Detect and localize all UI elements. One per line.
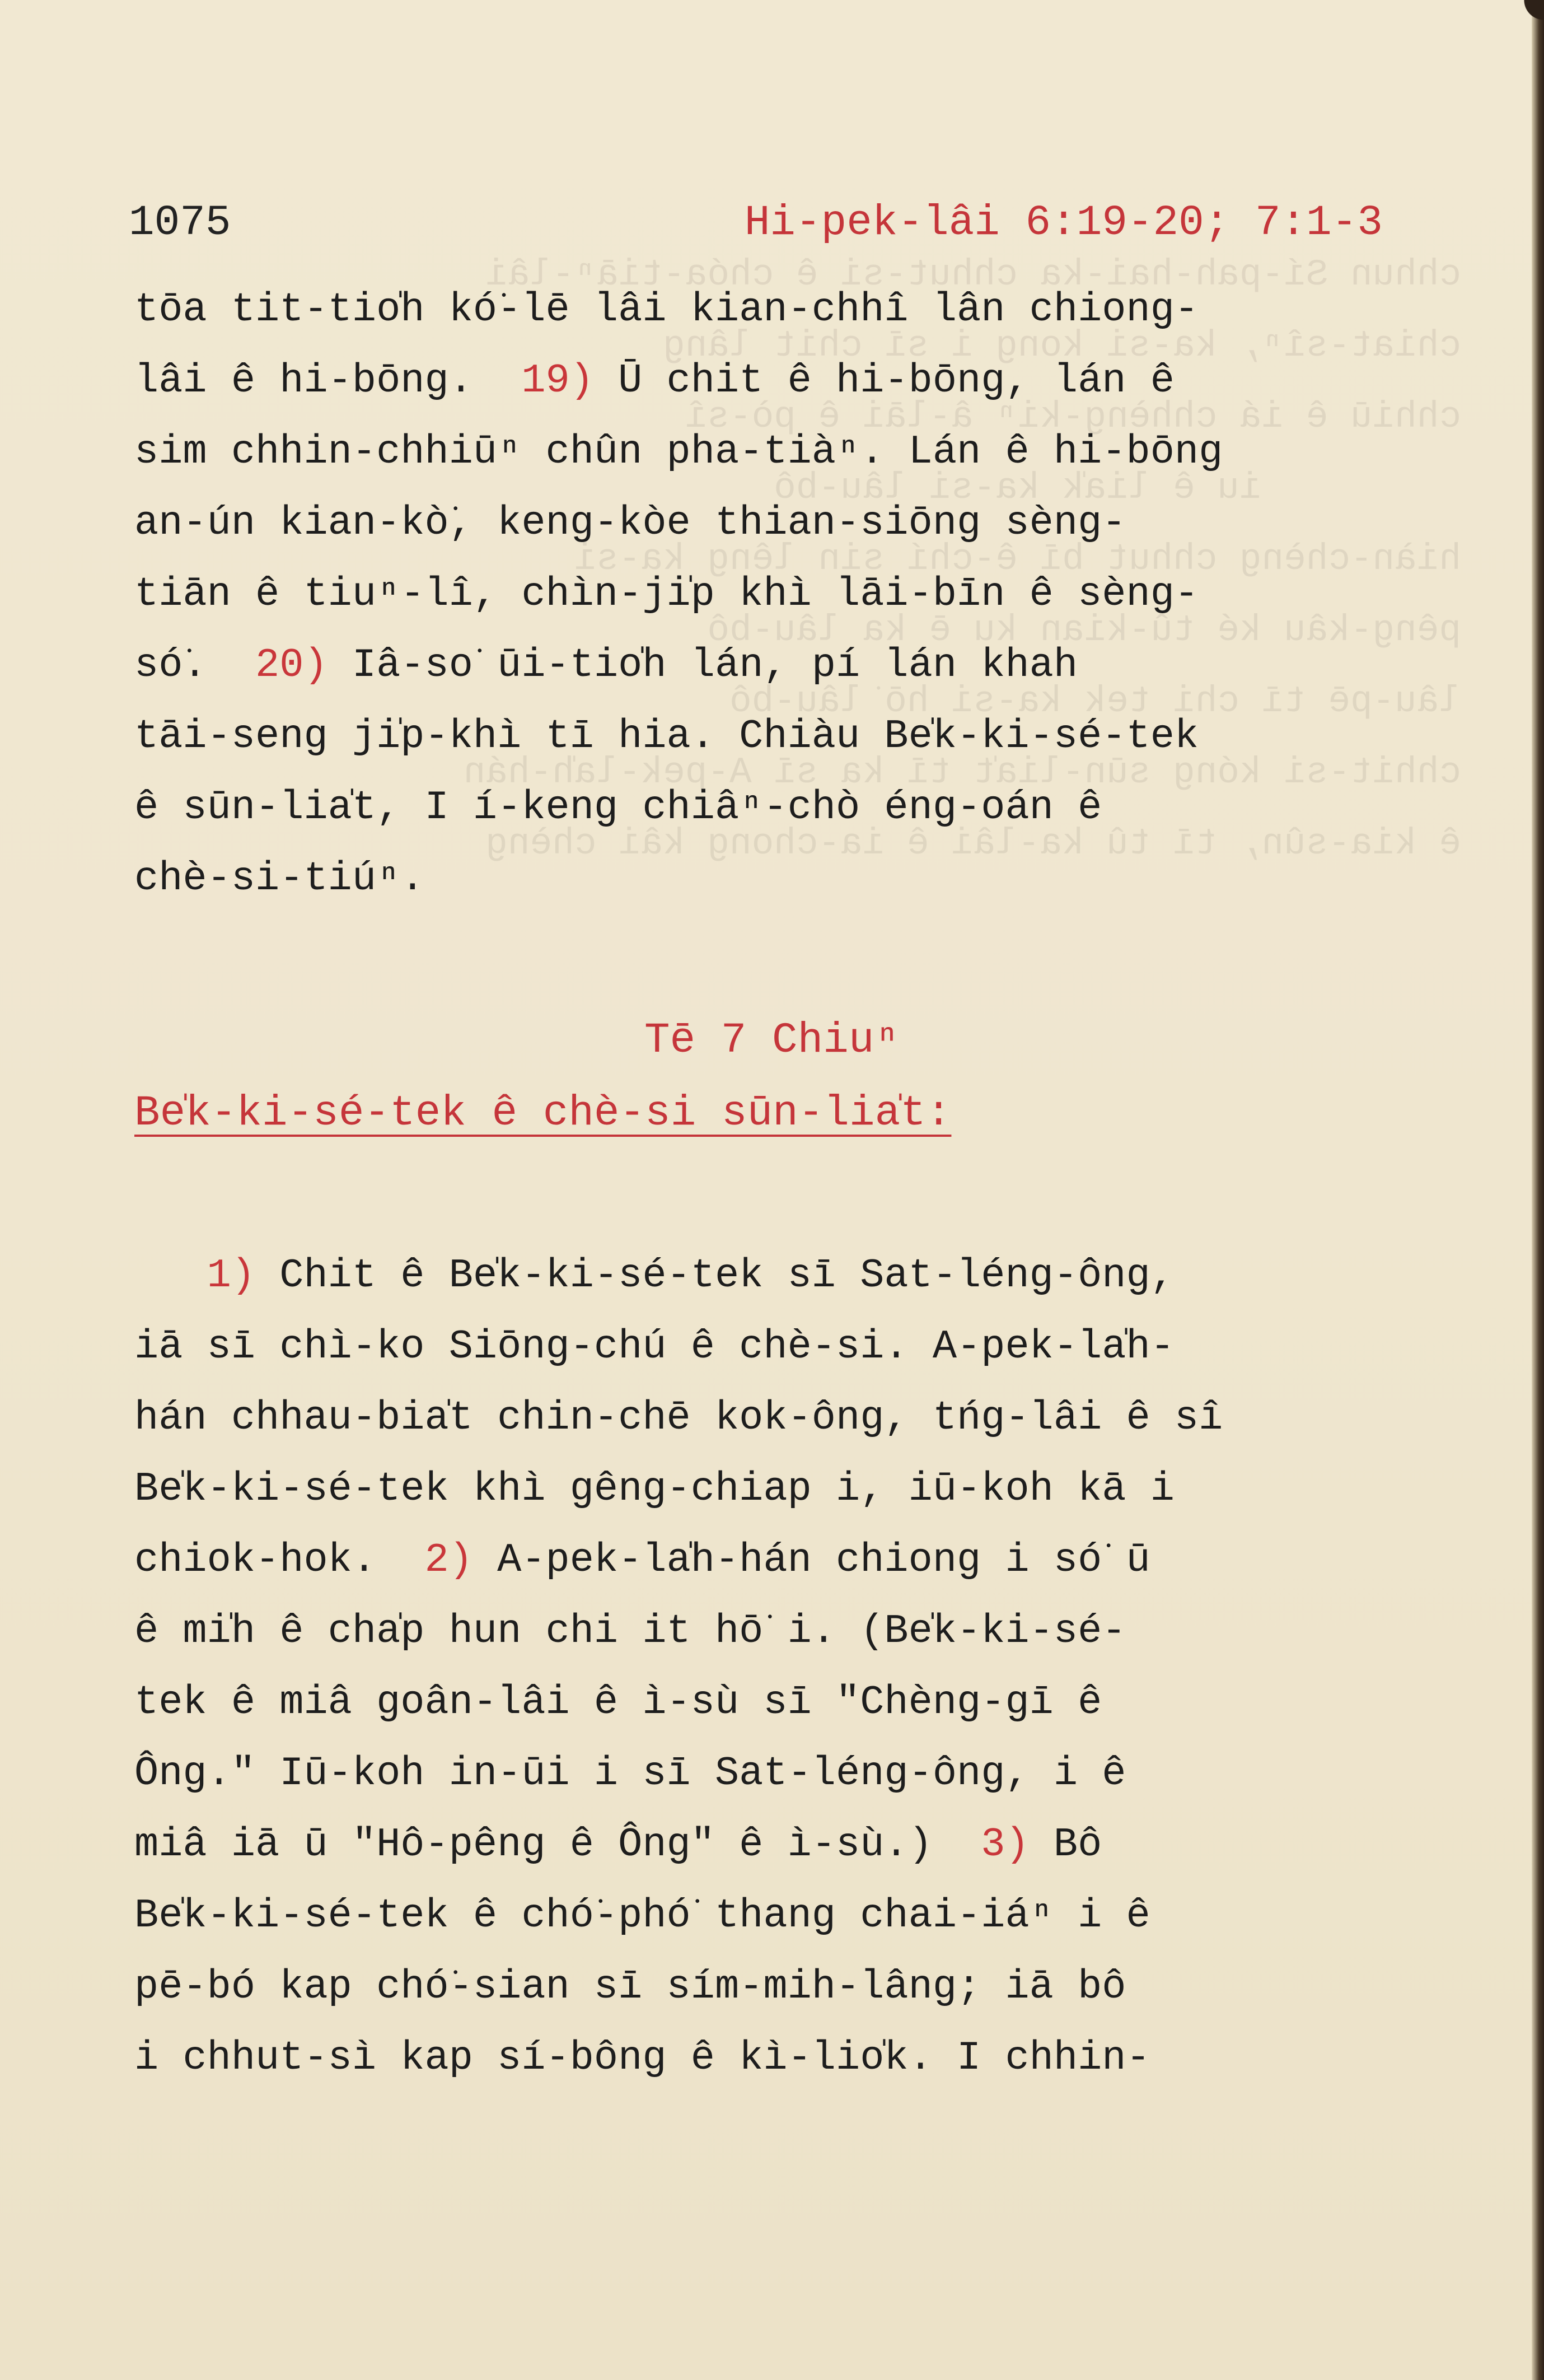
verse-text: hán chhau-bia̍t chin-chē kok-ông, tńg-lâi ê sî: [134, 1395, 1223, 1441]
text-line: [134, 1667, 1439, 1738]
verse-number: 3): [981, 1822, 1030, 1868]
text-line: [134, 1312, 1439, 1383]
passage-chapter-6: [134, 274, 1439, 914]
verse-number: 1): [207, 1253, 256, 1299]
verse-text: i chhut-sì kap sí-bông ê kì-lio̍k. I chhin-: [134, 2035, 1150, 2081]
verse-text: sim chhin-chhiūⁿ chûn pha-tiàⁿ. Lán ê hi-bōng: [134, 429, 1223, 475]
verse-text: iā sī chì-ko Siōng-chú ê chè-si. A-pek-la̍h-: [134, 1324, 1175, 1370]
text-line: [134, 346, 1439, 417]
section-title: Be̍k-ki-sé-tek ê chè-si sūn-lia̍t:: [134, 1089, 952, 1137]
page-edge-shadow: [1532, 0, 1544, 2380]
text-line: [134, 1738, 1439, 1809]
text-line: [134, 417, 1439, 488]
text-line: [134, 630, 1439, 701]
verse-text: A-pek-la̍h-hán chiong i só͘ ū: [472, 1537, 1150, 1583]
text-line: [134, 1880, 1439, 1952]
verse-text: an-ún kian-kò͘, keng-kòe thian-siōng sèng-: [134, 500, 1126, 546]
running-header: [129, 199, 1383, 249]
text-line: [134, 1809, 1439, 1880]
verse-number: 20): [255, 642, 328, 688]
verse-text: só͘.: [134, 642, 256, 688]
verse-text: miâ iā ū "Hô-pêng ê Ông" ê ì-sù.): [134, 1822, 981, 1868]
text-line: [134, 1596, 1439, 1667]
text-line: [134, 2023, 1439, 2094]
verse-text: tek ê miâ goân-lâi ê ì-sù sī "Chèng-gī ê: [134, 1679, 1102, 1725]
verse-text: Iâ-so͘ ūi-tio̍h lán, pí lán khah: [327, 642, 1078, 688]
text-line: [134, 559, 1439, 630]
verse-text: Be̍k-ki-sé-tek ê chó͘-phó͘ thang chai-iáⁿ i ê: [134, 1893, 1150, 1939]
verse-text: ê sūn-lia̍t, I í-keng chiâⁿ-chò éng-oán ê: [134, 785, 1102, 830]
verse-text: Chit ê Be̍k-ki-sé-tek sī Sat-léng-ông,: [255, 1253, 1175, 1299]
text-line: [134, 1383, 1439, 1454]
verse-text: Bô: [1029, 1822, 1102, 1868]
text-line: [134, 274, 1439, 346]
bleed-through-text: chhun Sí-pah-hai-ka chhut-si ê chóa-tiāⁿ-lâi chiat-sîⁿ, ka-si kong i sī chit lâng chhiū ê iá chhèng-kiⁿ â-lāi ê pò-sî iu ê lia̍k ka-si lâu-bô hiàn-chèng chhut bī ê-chí sin lêng ka-si pêng-kâu ké tû-kian ku ē ka lâu-bô lâu-pē tī chi tek ka-si hō͘ lâu-bô chhit-si kóng sūn-lia̍t tī ka sī A-pek-la̍h-hán ê kia-sûn, tī tû ka-lâi ê ia-chong kâi chèng: [463, 254, 1461, 865]
verse-text: pē-bó kap chó͘-sian sī sím-mih-lâng; iā bô: [134, 1964, 1126, 2010]
verse-text: tōa tit-tio̍h kó͘-lē lâi kian-chhî lân chiong-: [134, 287, 1199, 333]
verse-text: chiok-hok.: [134, 1537, 425, 1583]
verse-number: 2): [424, 1537, 473, 1583]
text-line: [134, 701, 1439, 772]
verse-text: [134, 1253, 207, 1299]
chapter-heading: Tē 7 Chiuⁿ: [644, 1016, 900, 1065]
verse-text: lâi ê hi-bōng.: [134, 358, 522, 404]
text-line: [134, 488, 1439, 559]
verse-text: tiān ê tiuⁿ-lî, chìn-ji̍p khì lāi-bīn ê sèng-: [134, 571, 1199, 617]
verse-text: tāi-seng ji̍p-khì tī hia. Chiàu Be̍k-ki-sé-tek: [134, 713, 1199, 759]
verse-text: ê mi̍h ê cha̍p hun chi it hō͘ i. (Be̍k-ki-sé-: [134, 1608, 1126, 1654]
passage-chapter-7: [134, 1240, 1439, 2094]
text-line: [134, 1952, 1439, 2023]
verse-text: chè-si-tiúⁿ.: [134, 856, 425, 902]
verse-number: 19): [521, 358, 594, 404]
page-corner-shadow: [1510, 0, 1544, 34]
verse-text: Ū chit ê hi-bōng, lán ê: [593, 358, 1175, 404]
text-line: [134, 1525, 1439, 1596]
text-line: [134, 772, 1439, 843]
page-number: 1075: [129, 199, 231, 247]
text-line: [134, 1454, 1439, 1525]
text-line: [134, 843, 1439, 914]
text-line: [134, 1240, 1439, 1312]
scripture-reference: Hi-pek-lâi 6:19-20; 7:1-3: [744, 199, 1383, 247]
verse-text: Be̍k-ki-sé-tek khì gêng-chiap i, iū-koh kā i: [134, 1466, 1175, 1512]
verse-text: Ông." Iū-koh in-ūi i sī Sat-léng-ông, i ê: [134, 1751, 1126, 1796]
